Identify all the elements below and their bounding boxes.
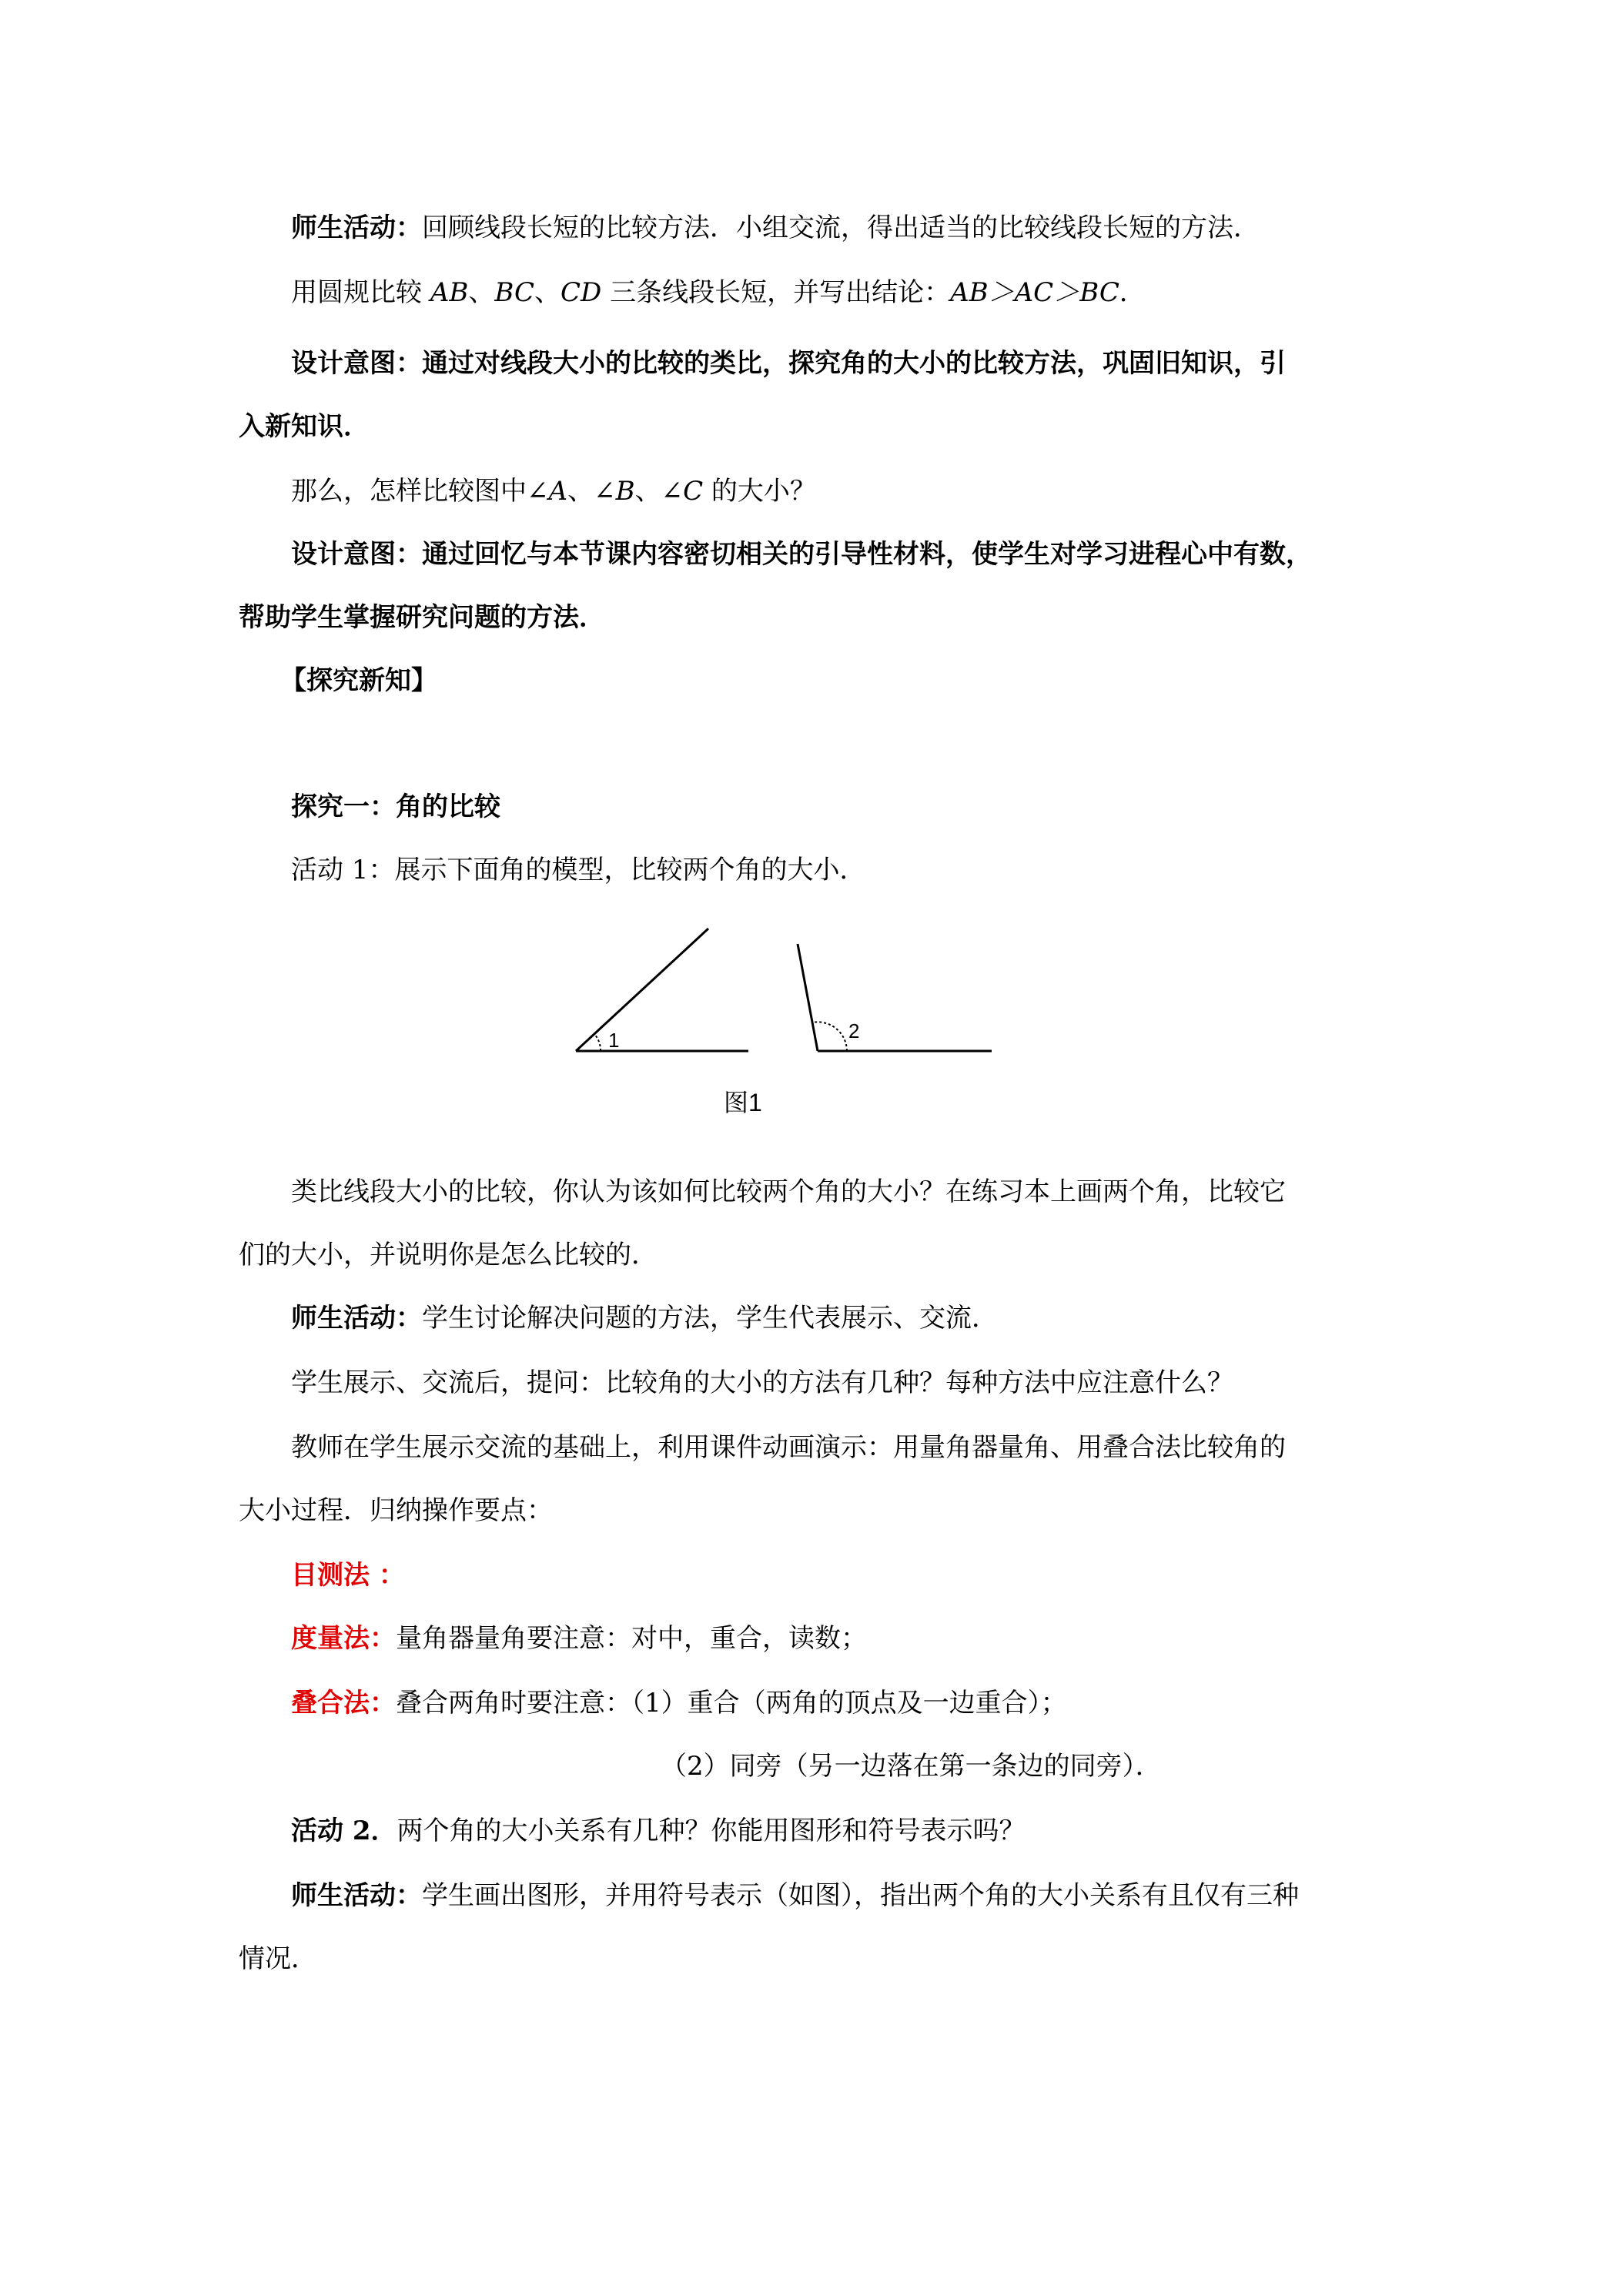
paragraph-compare-angles [291,473,816,510]
text: 、∠ [634,476,684,507]
explore-heading: 探究一：角的比较 [291,792,500,822]
paragraph-teacher-demo-line1: 教师在学生展示交流的基础上，利用课件动画演示：用量角器量角、用叠合法比较角的 [291,1432,1286,1463]
activity-2-text: 两个角的大小关系有几种？你能用图形和符号表示吗？ [397,1816,1026,1846]
design-intent-1-line2: 入新知识． [239,411,370,442]
paragraph-analogy-line2: 们的大小，并说明你是怎么比较的． [239,1240,658,1270]
angle1-arc [594,1034,601,1051]
angle-b: B [615,476,635,507]
text: 三条线段长短，并写出结论： [601,277,951,308]
angle-c: C [683,476,704,507]
section-heading: 【探究新知】 [280,665,437,696]
design-intent-1-line1: 设计意图：通过对线段大小的比较的类比，探究角的大小的比较方法，巩固旧知识，引 [291,348,1286,379]
paragraph-teacher-demo-line2: 大小过程．归纳操作要点： [239,1495,553,1526]
angle2-label: 2 [848,1019,860,1043]
segment-ab: AB [430,277,469,308]
angle1-label: 1 [608,1029,620,1052]
label-teacher-activity: 师生活动： [291,213,422,243]
text: ． [1119,277,1146,308]
text: 回顾线段长短的比较方法．小组交流，得出适当的比较线段长短的方法． [422,213,1260,243]
paragraph-teacher-activity-3 [291,1877,1299,1914]
text: 的大小？ [703,476,816,507]
method-measure [291,1620,867,1657]
angle2-ray-steep [798,944,818,1051]
text: 、∠ [567,476,616,507]
paragraph-teacher-activity-3-line2: 情况． [239,1943,317,1974]
angle1-ray-slant [576,929,708,1051]
figure-angles [570,924,1032,1063]
segment-bc: BC [494,277,534,308]
text: 学生画出图形，并用符号表示（如图），指出两个角的大小关系有且仅有三种 [422,1880,1299,1911]
method-measure-label: 度量法： [291,1623,396,1654]
text: 用圆规比较 [291,277,430,308]
activity-2 [291,1812,1026,1849]
method-overlap [291,1685,1067,1722]
text: 那么，怎样比较图中∠ [291,476,549,507]
activity-2-label: 活动 2． [291,1816,397,1846]
method-visual: 目测法 ： [291,1560,405,1591]
figure-caption: 图1 [724,1089,762,1116]
text: 、 [468,277,495,308]
conclusion: AB＞AC＞BC [950,277,1119,308]
segment-cd: CD [561,277,602,308]
method-overlap-text-2: （2）同旁（另一边落在第一条边的同旁）． [661,1751,1162,1782]
method-measure-text: 量角器量角要注意：对中，重合，读数； [396,1623,867,1654]
label-teacher-activity: 师生活动： [291,1880,422,1911]
paragraph-question: 学生展示、交流后，提问：比较角的大小的方法有几种？每种方法中应注意什么？ [291,1367,1233,1398]
paragraph-compass-compare [291,274,1146,311]
paragraph-analogy-line1: 类比线段大小的比较，你认为该如何比较两个角的大小？在练习本上画两个角，比较它 [291,1176,1286,1207]
paragraph-teacher-activity-1 [291,209,1260,246]
method-overlap-label: 叠合法： [291,1688,396,1719]
paragraph-teacher-activity-2 [291,1300,998,1337]
design-intent-2-line2: 帮助学生掌握研究问题的方法． [239,602,605,633]
method-overlap-text: 叠合两角时要注意：（1）重合（两角的顶点及一边重合）； [396,1688,1067,1719]
label-teacher-activity: 师生活动： [291,1303,422,1334]
text: 学生讨论解决问题的方法，学生代表展示、交流． [422,1303,998,1334]
design-intent-2-line1: 设计意图：通过回忆与本节课内容密切相关的引导性材料，使学生对学习进程心中有数， [291,539,1312,570]
text: 、 [534,277,561,308]
angle-a: A [548,476,568,507]
activity-1: 活动 1：展示下面角的模型，比较两个角的大小． [291,855,866,885]
